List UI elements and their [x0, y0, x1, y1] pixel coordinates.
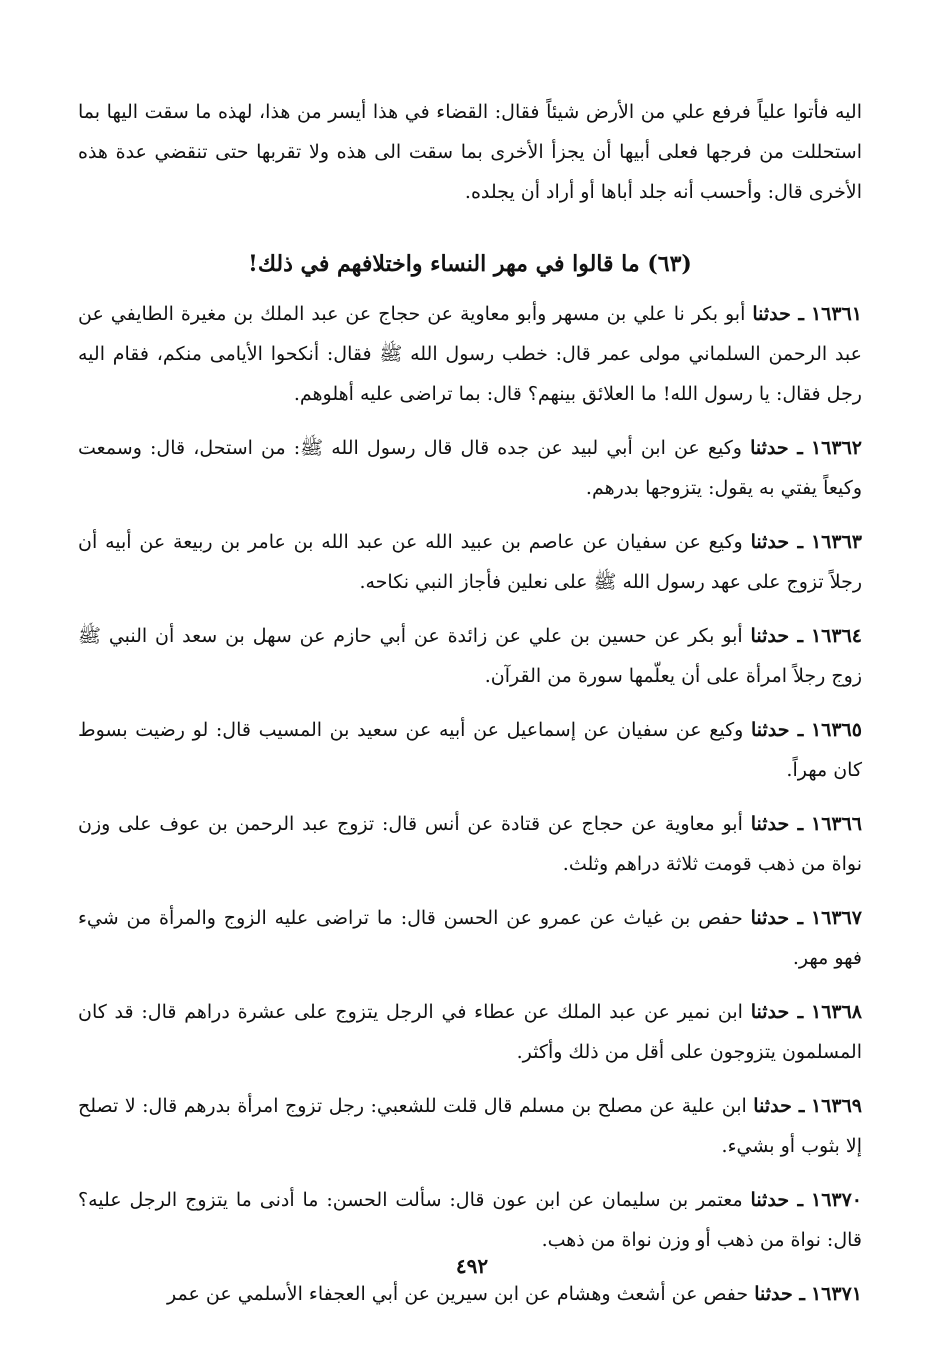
hadith-entry: [78, 616, 862, 696]
hadith-number: ١٦٣٦٧: [810, 907, 862, 929]
hadith-entry: [78, 898, 862, 978]
hadith-number: ١٦٣٦٣: [810, 531, 862, 553]
hadith-entry: [78, 1180, 862, 1260]
hadith-text: وكيع عن سفيان عن إسماعيل عن أبيه عن سعيد بن المسيب قال: لو رضيت بسوط كان مهراً.: [78, 719, 862, 781]
hadith-text: ابن علية عن مصلح بن مسلم قال قلت للشعبي: رجل تزوج امرأة بدرهم قال: لا تصلح إلا بثوب أو بشيء.: [78, 1095, 862, 1157]
hadith-text: أبو معاوية عن حجاج عن قتادة عن أنس قال: تزوج عبد الرحمن بن عوف على وزن نواة من ذهب قومت ثلاثة دراهم وثلث.: [78, 813, 862, 875]
hadith-entry: [78, 992, 862, 1072]
hadith-entry: [78, 1274, 862, 1314]
hadith-lead: ـ حدثنا: [750, 719, 804, 741]
hadith-lead: ـ حدثنا: [750, 625, 804, 647]
hadith-text: ابن نمير عن عبد الملك عن عطاء في الرجل يتزوج على عشرة دراهم قال: قد كان المسلمون يتزوجون على أقل من ذلك وأكثر.: [78, 1001, 862, 1063]
intro-paragraph: اليه فأتوا علياً فرفع علي من الأرض شيئاً فقال: القضاء في هذا أيسر من هذا، لهذه ما سقت اليها بما استحللت من فرجها فعلى أبيها أن يجزأ الأخرى بما سقت الى هذه ولا تقربها حتى تنقضي عدة هذه الأخرى قال: وأحسب أنه جلد أباها أو أراد أن يجلده.: [78, 101, 862, 203]
hadith-text: أبو بكر عن حسين بن علي عن زائدة عن أبي حازم عن سهل بن سعد أن النبي ﷺ زوج رجلاً امرأة على أن يعلّمها سورة من القرآن.: [78, 625, 862, 687]
hadith-number: ١٦٣٦٩: [810, 1095, 862, 1117]
hadith-text: حفص بن غياث عن عمرو عن الحسن قال: ما تراضى عليه الزوج والمرأة من شيء فهو مهر.: [78, 907, 862, 969]
hadith-text: أبو بكر نا علي بن مسهر وأبو معاوية عن حجاج عن عبد الملك بن مغيرة الطايفي عن عبد الرحمن السلماني مولى عمر قال: خطب رسول الله ﷺ فقال: أنكحوا الأيامى منكم، فقام اليه رجل فقال: يا رسول الله! ما العلائق بينهم؟ قال: بما تراضى عليه أهلوهم.: [78, 303, 862, 405]
hadith-lead: ـ حدثنا: [753, 1095, 805, 1117]
page-number: ٤٩٢: [455, 1254, 489, 1278]
hadith-number: ١٦٣٧٠: [810, 1189, 863, 1211]
hadith-entry: [78, 522, 862, 602]
hadith-lead: ـ حدثنا: [750, 813, 804, 835]
hadith-text: حفص عن أشعث وهشام عن ابن سيرين عن أبي العجفاء الأسلمي عن عمر: [167, 1283, 749, 1305]
section-heading: (٦٣) ما قالوا في مهر النساء واختلافهم في ذلك!: [248, 251, 692, 277]
hadith-entry: [78, 710, 862, 790]
hadith-text: وكيع عن سفيان عن عاصم بن عبيد الله عن عبد الله بن عامر بن ربيعة عن أبيه أن رجلاً تزوج على عهد رسول الله ﷺ على نعلين فأجاز النبي نكاحه.: [78, 531, 862, 593]
hadith-lead: ـ حدثنا: [752, 303, 804, 325]
hadith-number: ١٦٣٦١: [810, 303, 862, 325]
hadith-lead: ـ حدثنا: [750, 531, 804, 553]
hadith-number: ١٦٣٦٢: [810, 437, 862, 459]
hadith-entry: [78, 1086, 862, 1166]
hadith-lead: ـ حدثنا: [750, 1189, 804, 1211]
hadith-number: ١٦٣٦٥: [810, 719, 862, 741]
hadith-text: وكيع عن ابن أبي لبيد عن جده قال قال رسول الله ﷺ: من استحل، قال: وسمعت وكيعاً يفتي به يقول: يتزوجها بدرهم.: [78, 437, 862, 499]
hadith-text: معتمر بن سليمان عن ابن عون قال: سألت الحسن: ما أدنى ما يتزوج الرجل عليه؟ قال: نواة من ذهب أو وزن نواة من ذهب.: [78, 1189, 862, 1251]
hadith-lead: ـ حدثنا: [750, 437, 803, 459]
hadith-lead: ـ حدثنا: [754, 1283, 805, 1305]
hadith-number: ١٦٣٦٦: [810, 813, 863, 835]
hadith-number: ١٦٣٦٤: [810, 625, 862, 647]
hadith-entry: [78, 294, 862, 414]
hadith-lead: ـ حدثنا: [750, 1001, 804, 1023]
hadith-number: ١٦٣٧١: [810, 1283, 862, 1305]
hadith-entry: [78, 804, 862, 884]
hadith-entry: [78, 428, 862, 508]
hadith-number: ١٦٣٦٨: [810, 1001, 863, 1023]
hadith-lead: ـ حدثنا: [750, 907, 804, 929]
